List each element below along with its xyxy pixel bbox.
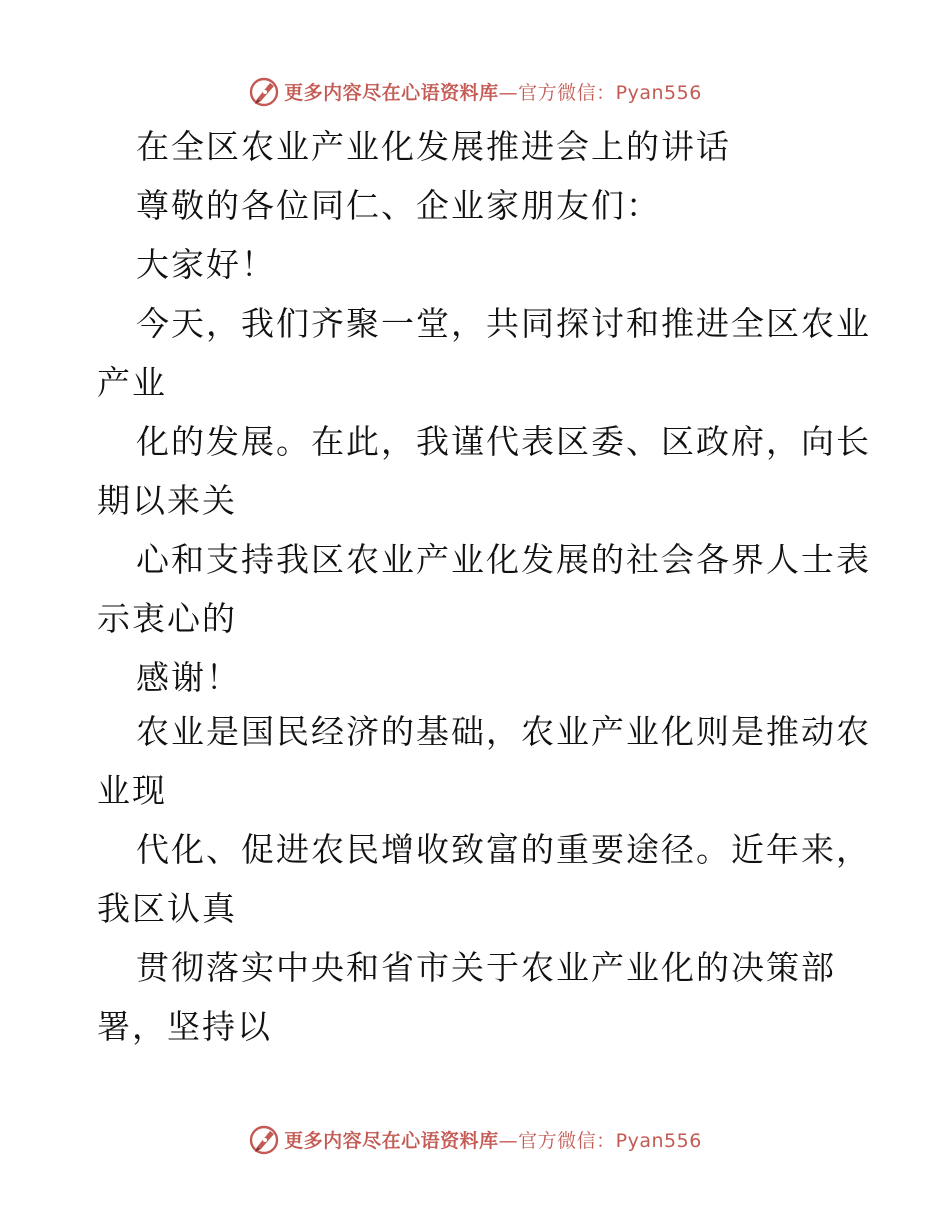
pen-logo-icon (248, 1123, 280, 1155)
banner-wechat: 官方微信：Pyan556 (518, 1129, 702, 1152)
text-line: 产业 (97, 363, 167, 402)
text-line: 心和支持我区农业产业化发展的社会各界人士表 (136, 540, 871, 579)
banner-site-name: 更多内容尽在心语资料库 (284, 81, 499, 104)
text-line: 今天，我们齐聚一堂，共同探讨和推进全区农业 (136, 304, 871, 343)
text-line: 期以来关 (97, 481, 237, 520)
text-line: 化的发展。在此，我谨代表区委、区政府，向长 (136, 422, 871, 461)
text-line: 代化、促进农民增收致富的重要途径。近年来， (136, 830, 871, 869)
footer-banner (0, 1122, 950, 1156)
doc-title: 在全区农业产业化发展推进会上的讲话 (136, 127, 731, 166)
text-line: 业现 (97, 771, 167, 810)
text-line: 农业是国民经济的基础，农业产业化则是推动农 (136, 712, 871, 751)
salutation-line: 尊敬的各位同仁、企业家朋友们： (136, 186, 661, 225)
text-line: 贯彻落实中央和省市关于农业产业化的决策部 (136, 948, 836, 987)
banner-site-name: 更多内容尽在心语资料库 (284, 1129, 499, 1152)
text-line: 署，坚持以 (97, 1007, 272, 1046)
text-line: 示衷心的 (97, 599, 237, 638)
banner-wechat: 官方微信：Pyan556 (518, 81, 702, 104)
text-line: 我区认真 (97, 889, 237, 928)
banner-dash: — (498, 81, 519, 104)
greeting-line: 大家好！ (136, 245, 276, 284)
text-line: 感谢！ (136, 658, 241, 697)
banner-text (284, 1126, 702, 1153)
banner-dash: — (498, 1129, 519, 1152)
